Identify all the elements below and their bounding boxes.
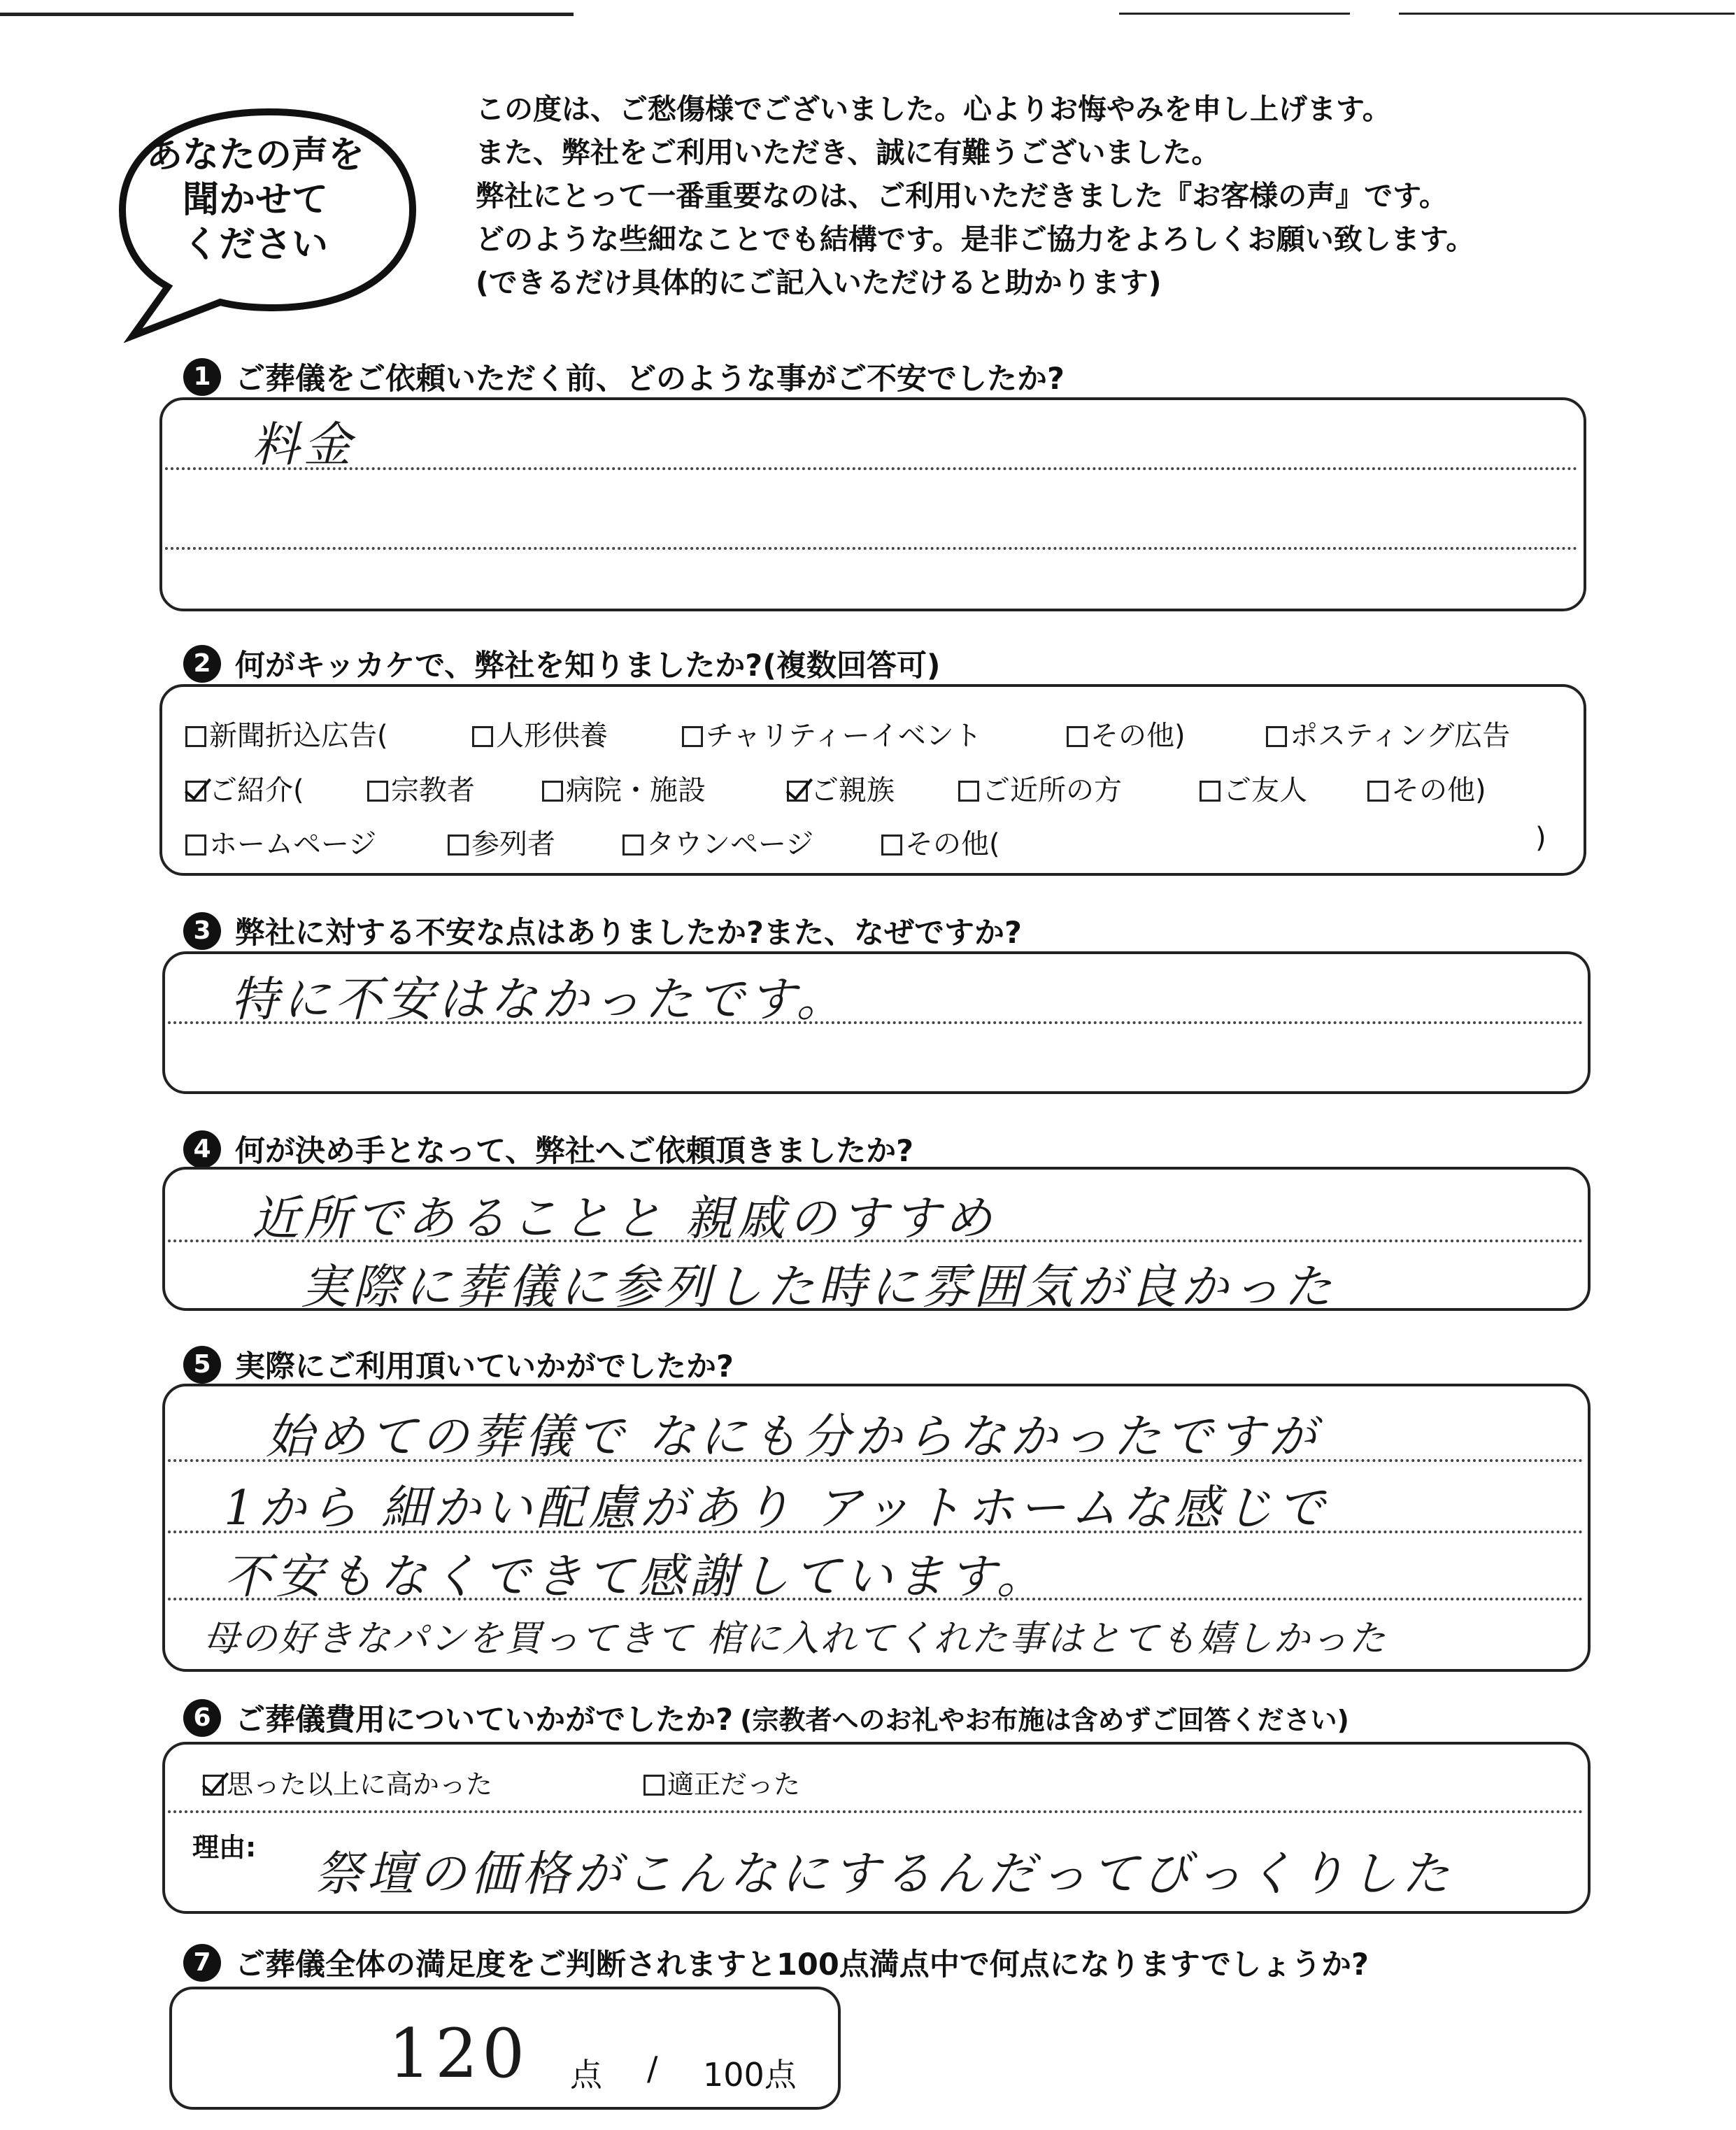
- intro-text: [476, 87, 1474, 304]
- answer-5-handwriting-line-2: 1から 細かい配慮があり アットホームな感じで: [224, 1481, 1329, 1536]
- answer-3-handwriting: 特に不安はなかったです。: [231, 972, 848, 1028]
- score-max: 100点: [703, 2056, 797, 2094]
- reason-label: 理由:: [192, 1832, 257, 1863]
- checkbox[interactable]: [542, 781, 563, 802]
- option-hospital[interactable]: [542, 768, 706, 808]
- checkbox[interactable]: [1067, 726, 1088, 747]
- question-3-heading: [183, 909, 1022, 952]
- top-border-line: [1119, 13, 1350, 15]
- answer-line: [168, 1810, 1584, 1813]
- option-religious[interactable]: [367, 768, 475, 808]
- option-attendee[interactable]: [448, 822, 555, 862]
- question-6-heading: [183, 1696, 1349, 1739]
- question-number-badge: 6: [183, 1699, 221, 1737]
- intro-line: また、弊社をご利用いただき、誠に有難うございました。: [476, 136, 1221, 169]
- question-4-text: 何が決め手となって、弊社へご依頼頂きましたか?: [235, 1134, 914, 1169]
- checkbox-checked[interactable]: [787, 781, 808, 802]
- intro-line: この度は、ご愁傷様でございました。心よりお悔やみを申し上げます。: [476, 92, 1391, 126]
- question-number-badge: 2: [183, 645, 221, 683]
- option-townpage[interactable]: [622, 822, 813, 862]
- question-4-heading: [183, 1128, 913, 1170]
- option-label: ご近所の方: [982, 774, 1122, 807]
- checkbox[interactable]: [958, 781, 979, 802]
- question-number-badge: 1: [183, 358, 221, 396]
- score-handwriting[interactable]: 120: [388, 2015, 529, 2093]
- option-label: 適正だった: [667, 1769, 801, 1800]
- option-neighbor[interactable]: [958, 768, 1122, 808]
- question-5-text: 実際にご利用頂いていかがでしたか?: [235, 1349, 734, 1384]
- option-label: 人形供養: [496, 720, 608, 752]
- question-7-heading: [183, 1941, 1369, 1984]
- question-number-badge: 7: [183, 1944, 221, 1982]
- answer-5-handwriting-line-3: 不安もなくできて感謝しています。: [224, 1549, 1048, 1605]
- option-label: 宗教者: [391, 774, 475, 807]
- answer-5-handwriting-line-1: 始めての葬儀で なにも分からなかったですが: [266, 1410, 1321, 1465]
- option-label: その他): [1090, 720, 1186, 752]
- option-charity-event[interactable]: [682, 713, 982, 753]
- speech-bubble-text: [105, 133, 406, 267]
- option-label: 病院・施設: [566, 774, 706, 807]
- option-relatives[interactable]: [787, 768, 895, 808]
- option-label: ご友人: [1223, 774, 1307, 807]
- option-label: 新聞折込広告(: [209, 720, 388, 752]
- option-label: タウンページ: [646, 828, 814, 860]
- answer-1-handwriting: 料金: [252, 418, 356, 473]
- option-referral[interactable]: [185, 768, 304, 808]
- option-label: その他): [1391, 774, 1486, 807]
- option-higher-than-expected[interactable]: [203, 1763, 492, 1801]
- score-slash: /: [647, 2050, 658, 2087]
- question-6-note: (宗教者へのお礼やお布施は含めずご回答ください): [740, 1705, 1349, 1735]
- question-6-text: ご葬儀費用についていかがでしたか?: [235, 1703, 734, 1738]
- question-1-heading: [183, 355, 1065, 398]
- intro-line: 弊社にとって一番重要なのは、ご利用いただきました『お客様の声』です。: [476, 179, 1448, 213]
- option-label: ご紹介(: [209, 774, 304, 807]
- checkbox-checked[interactable]: [203, 1775, 224, 1796]
- question-2-text: 何がキッカケで、弊社を知りましたか?(複数回答可): [235, 648, 941, 683]
- question-3-text: 弊社に対する不安な点はありましたか?また、なぜですか?: [235, 916, 1022, 951]
- option-other-3[interactable]: [881, 822, 1000, 862]
- answer-line: [165, 467, 1578, 470]
- option-label: ポスティング広告: [1290, 720, 1511, 752]
- answer-box-1[interactable]: [159, 397, 1586, 611]
- question-number-badge: 4: [183, 1130, 221, 1168]
- question-2-heading: [183, 642, 941, 685]
- option-doll-memorial[interactable]: [472, 713, 608, 753]
- bubble-line: 聞かせて: [182, 179, 328, 221]
- option-label: ご親族: [811, 774, 895, 807]
- question-1-text: ご葬儀をご依頼いただく前、どのような事がご不安でしたか?: [235, 362, 1065, 397]
- score-unit: 点: [570, 2056, 602, 2094]
- answer-line: [165, 547, 1578, 550]
- checkbox[interactable]: [185, 726, 206, 747]
- checkbox[interactable]: [472, 726, 493, 747]
- option-label: その他(: [905, 828, 1000, 860]
- checkbox[interactable]: [1200, 781, 1221, 802]
- option-friend[interactable]: [1200, 768, 1307, 808]
- checkbox[interactable]: [448, 835, 469, 855]
- top-border-line: [1399, 13, 1735, 15]
- question-number-badge: 3: [183, 912, 221, 950]
- checkbox[interactable]: [622, 835, 643, 855]
- option-label: チャリティーイベント: [706, 720, 982, 752]
- option-other-close-paren: ): [1535, 822, 1546, 854]
- checkbox[interactable]: [1266, 726, 1287, 747]
- checkbox[interactable]: [1367, 781, 1388, 802]
- bubble-line: ください: [182, 224, 328, 266]
- answer-5-handwriting-line-4: 母の好きなパンを買ってきて 棺に入れてくれた事はとても嬉しかった: [203, 1618, 1387, 1660]
- checkbox[interactable]: [185, 835, 206, 855]
- option-label: 参列者: [471, 828, 555, 860]
- option-homepage[interactable]: [185, 822, 376, 862]
- answer-4-handwriting-line-1: 近所であることと 親戚のすすめ: [252, 1191, 997, 1247]
- top-border-line: [0, 13, 574, 16]
- question-5-heading: [183, 1343, 734, 1386]
- option-posting[interactable]: [1266, 713, 1510, 753]
- checkbox[interactable]: [881, 835, 902, 855]
- reason-handwriting: 祭壇の価格がこんなにするんだってびっくりした: [315, 1847, 1454, 1902]
- checkbox[interactable]: [367, 781, 388, 802]
- option-reasonable[interactable]: [643, 1763, 800, 1801]
- question-number-badge: 5: [183, 1346, 221, 1384]
- checkbox-checked[interactable]: [185, 781, 206, 802]
- bubble-line: あなたの声を: [145, 134, 364, 176]
- answer-4-handwriting-line-2: 実際に葬儀に参列した時に雰囲気が良かった: [301, 1260, 1337, 1315]
- option-label: 思った以上に高かった: [227, 1769, 493, 1800]
- intro-line: どのような些細なことでも結構です。是非ご協力をよろしくお願い致します。: [476, 222, 1475, 256]
- option-other-2[interactable]: [1367, 768, 1486, 808]
- checkbox[interactable]: [682, 726, 703, 747]
- option-label: ホームページ: [209, 828, 377, 860]
- intro-line: (できるだけ具体的にご記入いただけると助かります): [476, 266, 1162, 299]
- question-7-text: ご葬儀全体の満足度をご判断されますと100点満点中で何点になりますでしょうか?: [235, 1947, 1369, 1982]
- option-other-1[interactable]: [1067, 713, 1186, 753]
- option-newspaper[interactable]: [185, 713, 388, 753]
- checkbox[interactable]: [643, 1775, 664, 1796]
